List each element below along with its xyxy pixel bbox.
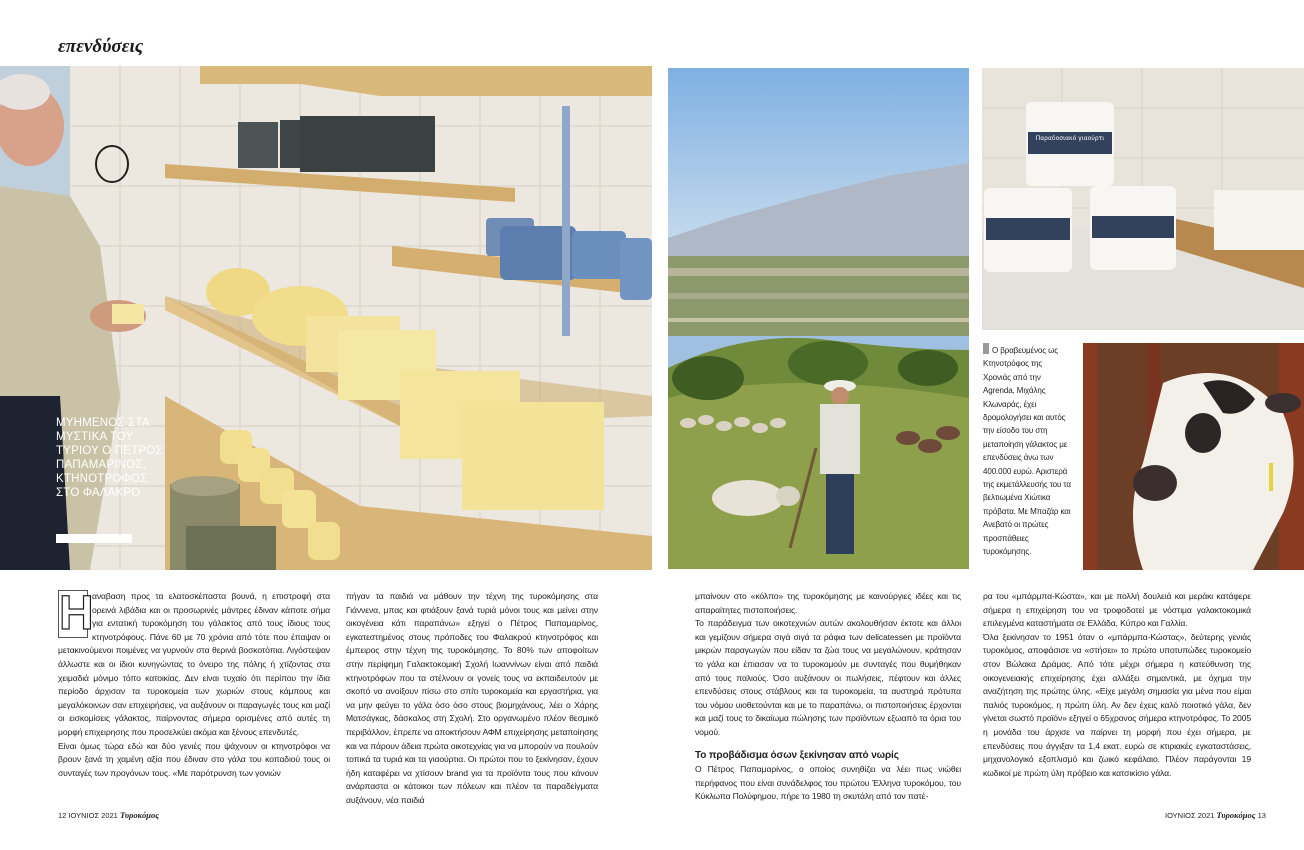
magazine-name: Τυροκόμος (1216, 810, 1256, 820)
issue-date: ΙΟΥΝΙΟΣ 2021 (68, 811, 118, 820)
article-column-3 (695, 590, 961, 804)
page-number: 13 (1257, 811, 1266, 820)
yoghurt-label-text: Παραδοσιακό γιαούρτι (1035, 135, 1105, 142)
paragraph: πήγαν τα παιδιά να μάθουν την τέχνη της τυροκόμησης στα Γιάννενα, μπας και φτιάξουν ξανά τυριά μόνοι τους και μείνει στην οικογένεια κάτι παραπάνω» εξηγεί ο Πέτρος Παπαμαρίνος, εγκατεστημένος στους πρόποδες του Φαλακρού κτηνοτρόφος και έμπειρος στην τέχνη της τυροκόμησης. Το 80% των αποφοίτων στην περίφημη Γαλακτοκομική Σχολή Ιωαννίνων είναι από παιδιά κτηνοτρόφων που τα στέλνουν οι γονείς τους να εκπαιδευτούν με σκοπό να ανοίξουν πίσω στο σπίτι τυροκομεία και εργαστήρια, για να μην φεύγει το γάλα όσο όσο στους βιομηχάνους, λέει ο Χάρης Ματσάγκας, δάσκαλος στη Σχολή. Στο οργανωμένο πλέον θεσμικό περιβάλλον, έπρεπε να αποκτήσουν ΑΦΜ επιχείρησης μεταποίησης και να πάρουν άδεια πρώτα οικοτεχνίας για να μπορούν να πουλούν τοπικά τα τυριά και τα γιαούρτια. Οι πρώτοι που το ξεκίνησαν, έχουν ήδη καταφέρει να χτίσουν brand για τα προϊόντα τους που κάνουν ανάρπαστα οι κάτοικοι των πόλεων και πλέον τα παραδείγματα αυξάνουν, νέα παιδιά (346, 591, 598, 805)
side-caption-text: Ο βραβευμένος ως Κτηνοτρόφος της Χρονιάς από την Agrenda, Μιχάλης Κλωναράς, έχει δρομολογήσει και αυτός την είσοδο του στη μεταποίηση γάλακτος με επενδύσεις άνω των 400.000 ευρώ. Αριστερά της εκμετάλλευσής του τα βελτιωμένα Χιώτικα πρόβατα. Με Μπαζάρ και Ανεβατό οι πρώτες προσπάθειες τυροκόμησης. (983, 346, 1071, 557)
photo-caption: ΜΥΗΜΕΝΟΣ ΣΤΑ ΜΥΣΤΙΚΑ ΤΟΥ ΤΥΡΙΟΥ Ο ΠΕΤΡΟΣ ΠΑΠΑΜΑΡΙΝΟΣ, ΚΤΗΝΟΤΡΟΦΟΣ ΣΤΟ ΦΑΛΑΚΡΟ (56, 417, 163, 499)
paragraph: αναβαση προς τα ελατοσκέπαστα βουνά, η επιστροφή στα ορεινά λιβάδια και οι προσωρινές μάντρες έδιναν κάποτε σήμα για εντατική τυροκόμηση του γάλακτος από τους ίδιους τους κτηνοτρόφους. Πάνε 60 με 70 χρόνια από τότε που έπαψαν οι μετακινούμενοι ποιμένες να γυρνούν στα θερινά βοσκοτόπια. Λιγόστεψαν άλλωστε και οι ίδιοι κυνηγώντας το όνειρο της πόλης ή χτίζοντας στα χειμαδιά μόνιμο τόπο κατοικίας. Δεν είναι τυχαίο ότι περίπου την ίδια περίοδο άρχισαν τα τυροκομεία των χωριών στους κάμπους και μεγαλόκοινων σαν επιχειρήσεις, να αυξάνουν οι παραγωγές τους και μαζί οι εισκομίσεις γάλακτος, παίρνοντας σήμερα ορισμένες από αυτές τη μορφή επιχειρησης που προσελκύει ακόμα και ξένους επενδυτές. (58, 591, 330, 737)
paragraph: μπαίνουν στο «κόλπο» της τυροκόμησης με καινούργιες ιδέες και τις απαραίτητες πιστοποιήσεις. (695, 591, 961, 615)
caption-bar (56, 534, 132, 543)
side-caption (983, 343, 1071, 559)
article-column-1 (58, 587, 330, 780)
paragraph: Το παράδειγμα των οικοτεχνιών αυτών ακολουθήσαν έκτοτε και άλλοι και γεμίζουν σήμερα σιγά σιγά τα ράφια των delicatessen με προϊόντα μικρών παραγωγών που είδαν τα ζώα τους να μεγαλώνουν, κράτησαν το γάλα και έπιασαν να το τυροκομούν με συνταγές που θυμήθηκαν από τους παλιούς. Όσο αυξάνουν οι πωλήσεις, πέφτουν και άλλες επενδύσεις στους στάβλους και τα τυροκομεία, τα αυστηρά πρότυπα του νόμου υιοθετούνται και με το παραπάνω, οι πιστοποιήσεις έρχονται και μαζί τους το δικαίωμα πώλησης των προϊόντων εξωαπό τα όρια του νομού. (695, 618, 961, 737)
drop-cap: Η (59, 587, 94, 640)
shepherd-landscape-photo (668, 68, 969, 569)
issue-date: ΙΟΥΝΙΟΣ 2021 (1165, 811, 1215, 820)
article-column-2 (346, 590, 598, 808)
article-column-4 (983, 590, 1251, 780)
caption-marker (983, 343, 989, 354)
section-title: επενδύσεις (58, 36, 144, 57)
paragraph: Είναι όμως τώρα εδώ και δύο γενιές που ψάχνουν οι κτηνοτρόφοι να βρουν ξανά τη χαμένη αξία που έδιναν στο γάλα του κοπαδιού τους οι συνταγές των προγόνων τους. «Με παρότρυνση των γονιών (58, 740, 330, 778)
subheading: Το προβάδισμα όσων ξεκίνησαν από νωρίς (695, 749, 899, 761)
magazine-name: Τυροκόμος (119, 810, 159, 820)
page-number: 12 (58, 811, 67, 820)
yoghurt-photo (982, 68, 1304, 330)
paragraph: ρα του «μπάρμπα-Κώστα», και με πολλή δουλειά και μεράκι κατάφερε σήμερα η επιχείρηση του να τροφοδοτεί με νόστιμα γαλακτοκομικά επιλεγμένα καταστήματα σε Ελλάδα, Κύπρο και Γαλλία. (983, 591, 1251, 629)
paragraph: Ο Πέτρος Παπαμαρίνος, ο οποίος συνηθίζει να λέει πως νιώθει περήφανος που είναι συνάδελφος του πρώτου Έλληνα τυροκόμου, του Κύκλωπα Πολύφημου, πήρε το 1980 τη σκυτάλη από τον πατέ- (695, 764, 961, 802)
footer-left (58, 810, 159, 820)
paragraph: Όλα ξεκίνησαν το 1951 όταν ο «μπάρμπα-Κώστας», δεύτερης γενιάς τυροκόμος, αποφάσισε να «στήσει» το πρώτο υποτυπώδες τυροκομείο στον Βώλακα Δράμας. Από τότε μέχρι σήμερα η κατεύθυνση της οικογενειακής επιχείρησης έχει αλλάξει σημαντικά, με όχημα την αναζήτηση της πρώτης ύλης. «Είχε μεγάλη σημασία για μένα που είμαι παλιός τυροκόμος, η πρώτη ύλη. Αν δεν έχεις καλό ποιοτικό γάλα, δεν γίνεται σωστό προϊόν» εξηγεί ο 65χρονος σήμερα κτηνοτρόφος. Το 2005 η μονάδα του άρχισε να παίρνει τη μορφή που έχει σήμερα, με επενδύσεις που άγγιξαν τα 1,4 εκατ. ευρώ σε κτιριακές εγκαταστάσεις, μηχανολογικό εξοπλισμό και ζωικό κεφάλαιο. Πλέον παράγονται 19 κωδικοί με πρώτη ύλη πρόβειο και κατσικίσιο γάλα. (983, 631, 1251, 778)
sheep-photo (1083, 343, 1304, 570)
footer-right (1165, 810, 1266, 820)
